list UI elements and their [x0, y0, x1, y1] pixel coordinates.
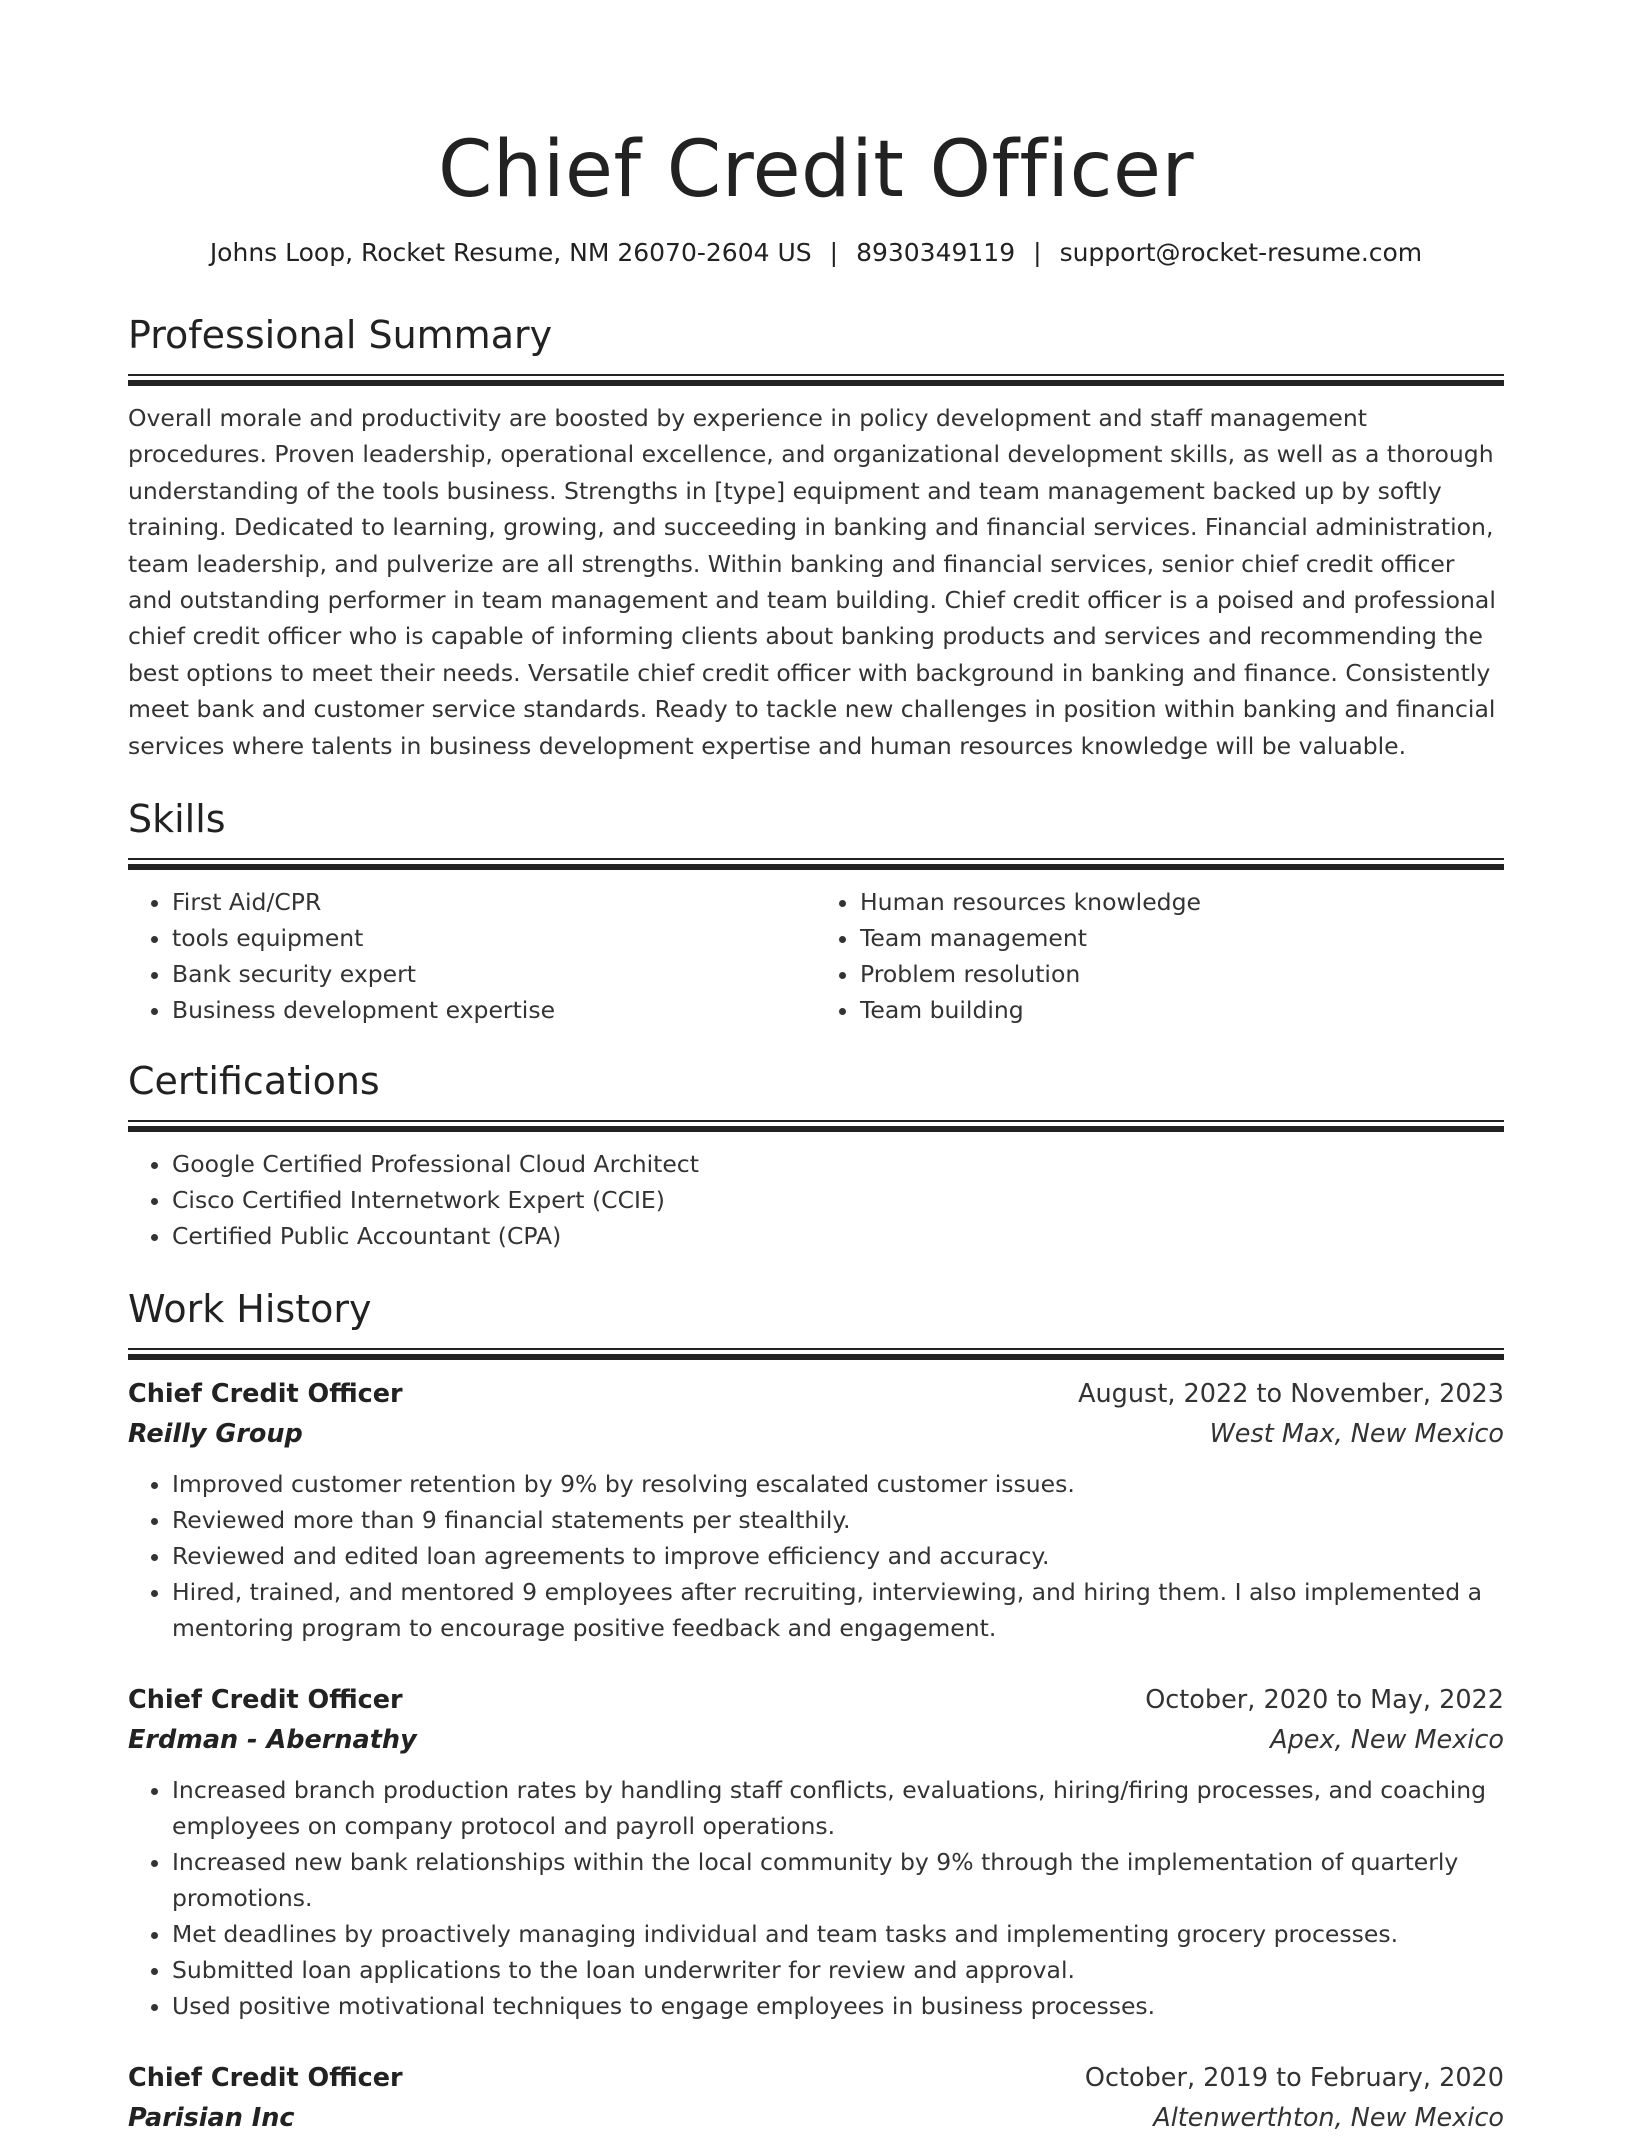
skill-item: • tools equipment: [172, 920, 816, 956]
job-company: Parisian Inc: [128, 2103, 295, 2134]
job-bullets: [128, 1772, 1504, 2024]
job-bullet: • Increased branch production rates by handling staff conflicts, evaluations, hiring/firing processes, and coaching employees on company protocol and payroll operations.: [172, 1772, 1504, 1844]
job-title: Chief Credit Officer: [128, 1685, 403, 1716]
skill-item: • Human resources knowledge: [860, 884, 1504, 920]
skill-item: • First Aid/CPR: [172, 884, 816, 920]
certifications-list: [128, 1146, 1504, 1254]
job-title: Chief Credit Officer: [128, 1379, 403, 1410]
job-bullets: [128, 1466, 1504, 1646]
contact-line: [128, 236, 1504, 270]
job-dates: August, 2022 to November, 2023: [1078, 1379, 1504, 1410]
resume-title: Chief Credit Officer: [437, 125, 1195, 215]
skill-item: • Bank security expert: [172, 956, 816, 992]
section-divider: [128, 858, 1504, 870]
skill-item: • Team building: [860, 992, 1504, 1028]
job-entry: [128, 2058, 1504, 2138]
job-entry: [128, 1374, 1504, 1646]
skills-list-left: [128, 884, 816, 1028]
skill-item: • Team management: [860, 920, 1504, 956]
skill-item: • Problem resolution: [860, 956, 1504, 992]
job-company: Erdman - Abernathy: [128, 1725, 417, 1756]
job-location: West Max, New Mexico: [1209, 1419, 1504, 1450]
skills-list-right: [816, 884, 1504, 1028]
contact-address: Johns Loop, Rocket Resume, NM 26070-2604 US: [209, 238, 812, 267]
certification-item: • Cisco Certified Internetwork Expert (CCIE): [172, 1182, 1504, 1218]
skill-item: • Business development expertise: [172, 992, 816, 1028]
summary-heading: Professional Summary: [128, 313, 553, 357]
job-location: Apex, New Mexico: [1270, 1725, 1504, 1756]
job-company: Reilly Group: [128, 1419, 303, 1450]
job-location: Altenwerthton, New Mexico: [1153, 2103, 1504, 2134]
job-dates: October, 2019 to February, 2020: [1084, 2063, 1504, 2094]
work-history-heading: Work History: [128, 1287, 372, 1332]
job-bullet: • Hired, trained, and mentored 9 employees after recruiting, interviewing, and hiring them. I also implemented a mentoring program to encourage positive feedback and engagement.: [172, 1574, 1504, 1646]
summary-text: Overall morale and productivity are boosted by experience in policy development and staff management procedures. Proven leadership, operational excellence, and organizational development skills, as well as a thorough understanding of the tools business. Strengths in [type] equipment and team management backed up by softly training. Dedicated to learning, growing, and succeeding in banking and financial services. Financial administration, team leadership, and pulverize are all strengths. Within banking and financial services, senior chief credit officer and outstanding performer in team management and team building. Chief credit officer is a poised and professional chief credit officer who is capable of informing clients about banking products and services and recommending the best options to meet their needs. Versatile chief credit officer with background in banking and finance. Consistently meet bank and customer service standards. Ready to tackle new challenges in position within banking and financial services where talents in business development expertise and human resources knowledge will be valuable.: [128, 404, 1496, 760]
section-divider: [128, 1348, 1504, 1360]
job-dates: October, 2020 to May, 2022: [1145, 1685, 1504, 1716]
skills-heading: Skills: [128, 797, 226, 842]
job-bullet: • Met deadlines by proactively managing individual and team tasks and implementing grocery processes.: [172, 1916, 1504, 1952]
section-divider: [128, 374, 1504, 386]
job-bullet: • Improved customer retention by 9% by resolving escalated customer issues.: [172, 1466, 1504, 1502]
skills-section: [128, 794, 1504, 1028]
certification-item: • Certified Public Accountant (CPA): [172, 1218, 1504, 1254]
resume-page: [128, 0, 1504, 2138]
summary-section: [128, 310, 1504, 764]
job-bullet: • Reviewed more than 9 financial statements per stealthily.: [172, 1502, 1504, 1538]
job-entry: [128, 1680, 1504, 2024]
contact-separator: |: [1033, 238, 1042, 267]
skills-columns: [128, 870, 1504, 1028]
contact-phone: 8930349119: [856, 238, 1016, 267]
certifications-section: [128, 1056, 1504, 1254]
contact-separator: |: [829, 238, 839, 267]
certification-item: • Google Certified Professional Cloud Architect: [172, 1146, 1504, 1182]
job-bullet: • Reviewed and edited loan agreements to improve efficiency and accuracy.: [172, 1538, 1504, 1574]
job-title: Chief Credit Officer: [128, 2063, 403, 2094]
section-divider: [128, 1120, 1504, 1132]
certifications-heading: Certifications: [128, 1059, 380, 1104]
job-bullet: • Used positive motivational techniques to engage employees in business processes.: [172, 1988, 1504, 2024]
job-bullet: • Increased new bank relationships within the local community by 9% through the implementation of quarterly promotions.: [172, 1844, 1504, 1916]
job-bullet: • Submitted loan applications to the loan underwriter for review and approval.: [172, 1952, 1504, 1988]
work-history-section: [128, 1284, 1504, 2138]
contact-email: support@rocket-resume.com: [1059, 238, 1423, 267]
